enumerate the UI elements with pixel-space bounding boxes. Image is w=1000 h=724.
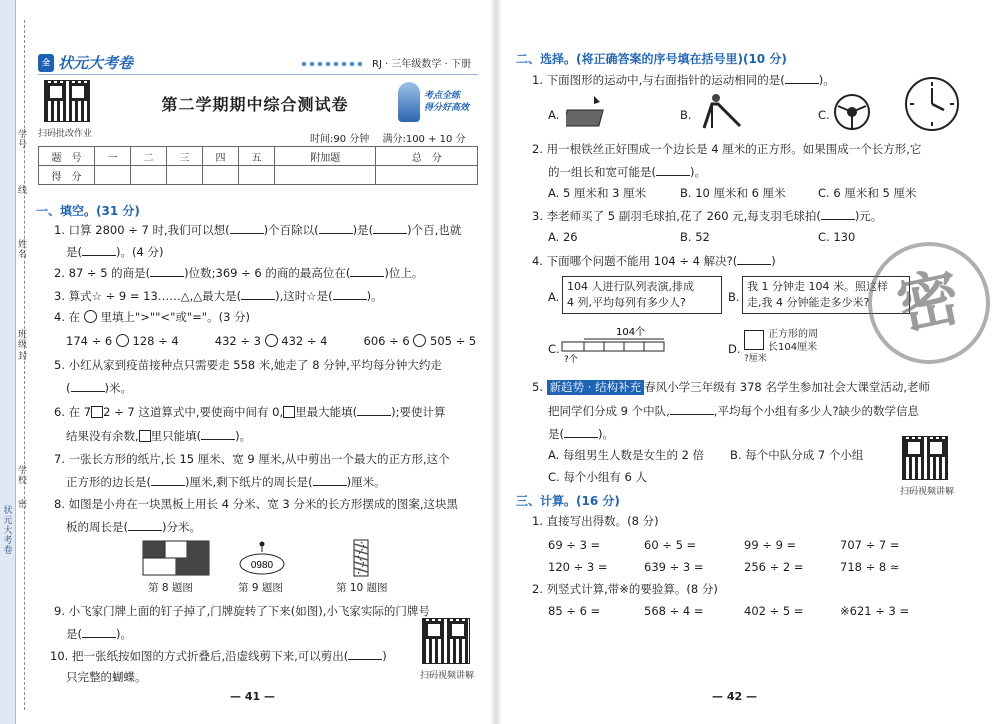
qr-caption-video: 扫码视频讲解 [900, 487, 955, 497]
choice-4 [532, 253, 776, 269]
text: 正方形的边长是( [66, 475, 151, 489]
calc-item: 402 ÷ 5 = [744, 604, 804, 618]
diagram-segment [604, 342, 624, 351]
answer-blank[interactable] [350, 265, 384, 277]
calc-item: 120 ÷ 3 = [548, 560, 608, 574]
choice-4-option-a-label: A. [548, 290, 560, 304]
slogan-line-1: 考点全练 [424, 91, 461, 101]
option-b-line-1: 我 1 分钟走 104 米。照这样 [747, 280, 888, 293]
score-table-header [39, 147, 478, 166]
text: )。 [818, 73, 835, 87]
choice-5-line-3 [548, 426, 614, 442]
text: 5. [532, 380, 547, 394]
text: 1. 口算 2800 ÷ 7 时,我们可以想( [54, 223, 230, 237]
answer-blank[interactable] [230, 222, 264, 234]
score-header-cell: 五 [239, 147, 275, 166]
figure-10-folded-paper [350, 538, 374, 578]
choice-1 [532, 72, 835, 88]
text: )个百除以( [263, 223, 319, 237]
answer-blank[interactable] [71, 380, 105, 392]
calc-2-title: 2. 列竖式计算,带※的要验算。(8 分) [532, 582, 718, 596]
strip-label-class: 班级 [18, 330, 28, 350]
text: ( [66, 381, 71, 395]
square-figure-icon [744, 330, 764, 350]
answer-blank[interactable] [319, 222, 353, 234]
text: )。 [690, 165, 706, 179]
trend-tag: 新趋势 · 结构补充 [547, 380, 644, 395]
compare-left: 606 ÷ 6 [363, 334, 410, 348]
calc-item: 85 ÷ 6 = [548, 604, 601, 618]
brand-badge-icon: 全 [38, 54, 54, 72]
calc-1-title: 1. 直接写出得数。(8 分) [532, 514, 659, 528]
dots-decoration-icon [300, 61, 362, 67]
answer-blank[interactable] [785, 72, 819, 84]
choice-2-line-2 [548, 164, 706, 180]
answer-blank[interactable] [373, 222, 407, 234]
choice-4-option-d-text[interactable] [768, 328, 818, 354]
question-3 [54, 288, 383, 304]
calc-item: 718 ÷ 8 ≈ [840, 560, 900, 574]
circle-blank-icon[interactable] [265, 334, 278, 347]
score-input-cell[interactable] [167, 166, 203, 185]
answer-blank[interactable] [821, 208, 855, 220]
text: )。 [235, 429, 252, 443]
text: 4. 在 [54, 310, 81, 324]
question-6-line-2 [66, 428, 251, 444]
question-7-line-1: 7. 一张长方形的纸片,长 15 厘米、宽 9 厘米,从中剪出一个最大的正方形,这个 [54, 452, 450, 466]
answer-blank[interactable] [150, 265, 184, 277]
calc-item: ※621 ÷ 3 = [840, 604, 910, 618]
text: 是( [548, 427, 564, 441]
text: 把同学们分成 9 个中队, [548, 404, 670, 418]
text: 结果没有余数, [66, 429, 139, 443]
brand-logo [38, 52, 188, 74]
question-5-line-1: 5. 小红从家到疫苗接种点只需要走 558 米,她走了 8 分钟,平均每分钟大约走 [54, 358, 442, 372]
choice-5-option-a[interactable]: A. 每组男生人数是女生的 2 倍 [548, 448, 705, 462]
question-6-line-1 [54, 404, 446, 420]
text: )元。 [854, 209, 883, 223]
choice-5-option-b[interactable]: B. 每个中队分成 7 个小组 [730, 448, 864, 462]
text: );要使计算 [391, 405, 446, 419]
figure-9-caption: 第 9 题图 [238, 582, 283, 594]
calc-item: 639 ÷ 3 = [644, 560, 704, 574]
option-d-line-2: 长104厘米 [768, 342, 818, 353]
question-1-line-1 [54, 222, 461, 238]
question-4-items [66, 334, 476, 349]
figure-10-caption: 第 10 题图 [336, 582, 388, 594]
score-row-label: 得 分 [39, 166, 95, 185]
option-b-line-2: 走,我 4 分钟能走多少米? [747, 296, 870, 309]
board-tile [165, 541, 187, 558]
calc-item: 707 ÷ 7 = [840, 538, 900, 552]
score-input-cell[interactable] [203, 166, 239, 185]
answer-blank[interactable] [656, 164, 690, 176]
qr-caption-grading: 扫码批改作业 [38, 129, 93, 139]
figure-8-caption: 第 8 题图 [148, 582, 193, 594]
header-rule [38, 74, 478, 75]
text: )位数;369 ÷ 6 的商的最高位在( [184, 266, 351, 280]
choice-1-option-b-label: B. [680, 108, 692, 122]
keyboard-icon [566, 110, 603, 126]
text: ),这时☆是( [275, 289, 333, 303]
question-10-line-1 [50, 648, 387, 664]
choice-5-line-1 [532, 380, 930, 395]
answer-blank[interactable] [313, 474, 347, 486]
score-input-cell[interactable] [275, 166, 376, 185]
choice-5-line-2 [548, 403, 919, 419]
diagram-segment [624, 342, 644, 351]
compare-right: 432 ÷ 4 [281, 334, 328, 348]
text: )厘米,剩下纸片的周长是( [185, 475, 313, 489]
score-header-cell: 一 [95, 147, 131, 166]
diagram-segment [644, 342, 664, 351]
strip-cut-feng: 封 [18, 352, 28, 362]
choice-3 [532, 208, 882, 224]
text: ,平均每个小组有多少人?缺少的数学信息 [713, 404, 920, 418]
strip-label-school: 学校 [18, 466, 28, 486]
text: 是( [66, 245, 82, 259]
choice-3-option-b[interactable]: B. 52 [680, 230, 710, 244]
slogan [424, 90, 484, 114]
question-5-line-2 [66, 380, 132, 396]
calc-item: 69 ÷ 3 = [548, 538, 601, 552]
answer-blank[interactable] [128, 519, 162, 531]
answer-blank[interactable] [241, 288, 275, 300]
exam-score: 满分:100 + 10 分 [382, 134, 466, 145]
score-table-row [39, 166, 478, 185]
text: )。 [116, 627, 132, 641]
page-number-left: — 41 — [230, 690, 275, 703]
square-blank-icon[interactable] [91, 406, 103, 418]
choice-4-option-b-label: B. [728, 290, 740, 304]
text: )分米。 [162, 520, 201, 534]
choice-4-option-d-label: D. [728, 342, 741, 356]
compare-right: 505 ÷ 5 [430, 334, 477, 348]
choice-1-option-a-label: A. [548, 108, 560, 122]
text: 是( [66, 627, 82, 641]
score-input-cell[interactable] [376, 166, 478, 185]
choice-4-option-c-diagram[interactable] [560, 324, 670, 364]
qr-code-icon[interactable] [902, 436, 948, 480]
choice-2-option-a[interactable]: A. 5 厘米和 3 厘米 [548, 186, 647, 200]
strip-cut-mi: 密 [18, 500, 28, 510]
strip-label-student-no: 学号 [18, 130, 28, 150]
answer-blank[interactable] [564, 426, 598, 438]
strip-label-name: 姓名 [18, 240, 28, 260]
text: 里只能填( [150, 429, 202, 443]
score-input-cell[interactable] [95, 166, 131, 185]
calc-item: 99 ÷ 9 = [744, 538, 797, 552]
diagram-segment [584, 342, 604, 351]
book-fold [490, 0, 502, 724]
score-header-cell: 题 号 [39, 147, 95, 166]
text: 4. 下面哪个问题不能用 104 ÷ 4 解决?( [532, 254, 738, 268]
score-header-cell: 四 [203, 147, 239, 166]
page-left [30, 0, 480, 724]
exam-title: 第二学期期中综合测试卷 [161, 95, 349, 114]
binding-strip [0, 0, 16, 724]
text: 里最大能填( [295, 405, 358, 419]
answer-blank[interactable] [82, 244, 116, 256]
series-label: RJ · 三年级数学 · 下册 [372, 59, 471, 70]
figure-8-blackboard [142, 540, 210, 576]
score-header-cell: 三 [167, 147, 203, 166]
choice-1-option-b-figure [698, 90, 746, 132]
square-blank-icon[interactable] [139, 430, 151, 442]
circle-blank-icon[interactable] [413, 334, 426, 347]
text: 里填上">""<"或"="。(3 分) [100, 310, 251, 324]
board-tile [143, 558, 176, 575]
qr-code-icon[interactable] [44, 80, 90, 122]
exam-meta [310, 130, 476, 145]
choice-3-option-a[interactable]: A. 26 [548, 230, 578, 244]
text: 的一组长和宽可能是( [548, 165, 656, 179]
clock-figure [904, 76, 960, 132]
option-d-line-1: 正方形的周 [768, 329, 818, 340]
question-4 [54, 310, 250, 325]
question-7-line-2 [66, 474, 386, 490]
choice-3-option-c[interactable]: C. 130 [818, 230, 856, 244]
choice-2-line-1: 2. 用一根铁丝正好围成一个边长是 4 厘米的正方形。如果围成一个长方形,它 [532, 142, 922, 156]
text: )厘米。 [346, 475, 386, 489]
compare-left: 174 ÷ 6 [66, 334, 113, 348]
section-3-title: 三、计算。(16 分) [516, 494, 620, 508]
choice-1-option-a-figure [566, 92, 612, 132]
text: 春风小学三年级有 378 名学生参加社会大课堂活动,老师 [644, 380, 931, 394]
text: 6. 在 7 [54, 405, 92, 419]
compare-right: 128 ÷ 4 [132, 334, 179, 348]
score-header-cell: 附加题 [275, 147, 376, 166]
nail-icon [260, 542, 265, 547]
page-number-right: — 42 — [712, 690, 757, 703]
text: ) [771, 254, 776, 268]
text: )是( [352, 223, 374, 237]
cut-line [24, 20, 25, 710]
answer-blank[interactable] [82, 626, 116, 638]
answer-blank[interactable] [737, 253, 771, 265]
board-tile [143, 541, 165, 558]
board-tile [187, 541, 209, 558]
text: )。(4 分) [116, 245, 164, 259]
child-icon [712, 94, 720, 102]
exam-time: 时间:90 分钟 [310, 134, 370, 145]
arrow-icon [594, 96, 600, 104]
text: 1. 下面图形的运动中,与右面指针的运动相同的是( [532, 73, 785, 87]
qr-caption-video: 扫码视频讲解 [420, 671, 475, 681]
section-2-title: 二、选择。(将正确答案的序号填在括号里)(10 分) [516, 52, 787, 66]
answer-blank[interactable] [357, 404, 391, 416]
answer-blank[interactable] [201, 428, 235, 440]
answer-blank[interactable] [670, 403, 714, 415]
score-input-cell[interactable] [131, 166, 167, 185]
answer-blank[interactable] [333, 288, 367, 300]
question-8-line-2 [66, 519, 201, 535]
text: 2. 87 ÷ 5 的商是( [54, 266, 151, 280]
text: )位上。 [384, 266, 424, 280]
text: )个百,也就 [407, 223, 462, 237]
option-a-line-1: 104 人进行队列表演,排成 [567, 280, 694, 293]
strip-brand: 状元大考卷 [3, 506, 13, 556]
question-2 [54, 265, 423, 281]
circle-blank-icon[interactable] [84, 310, 97, 323]
answer-blank[interactable] [348, 648, 382, 660]
compare-left: 432 ÷ 3 [214, 334, 261, 348]
choice-2-option-b[interactable]: B. 10 厘米和 6 厘米 [680, 186, 786, 200]
text: ) [382, 649, 387, 663]
option-d-unknown: ?厘米 [744, 354, 767, 364]
question-9-line-1: 9. 小飞家门牌上面的钉子掉了,门牌旋转了下来(如图),小飞家实际的门牌号 [54, 604, 430, 618]
choice-2-option-c[interactable]: C. 6 厘米和 5 厘米 [818, 186, 917, 200]
score-table [38, 146, 478, 185]
diagram-total-label: 104个 [616, 327, 646, 338]
section-1-title: 一、填空。(31 分) [36, 204, 140, 218]
calc-item: 256 ÷ 2 = [744, 560, 804, 574]
calc-item: 60 ÷ 5 = [644, 538, 697, 552]
confidential-stamp: 密 [857, 231, 1000, 376]
answer-blank[interactable] [151, 474, 185, 486]
question-1-line-2 [66, 244, 163, 260]
board-tile [176, 558, 209, 575]
choice-1-option-c-label: C. [818, 108, 830, 122]
brand-name: 状元大考卷 [58, 54, 134, 72]
qr-code-icon[interactable] [422, 618, 470, 664]
text: 3. 李老师买了 5 副羽毛球拍,花了 260 元,每支羽毛球拍( [532, 209, 821, 223]
text: )米。 [104, 381, 132, 395]
circle-blank-icon[interactable] [116, 334, 129, 347]
question-8-line-1: 8. 如图是小舟在一块黑板上用长 4 分米、宽 3 分米的长方形摆成的图案,这块黑 [54, 497, 459, 511]
text: 2 ÷ 7 这道算式中,要使商中间有 0, [103, 405, 284, 419]
score-header-cell: 二 [131, 147, 167, 166]
question-9-line-2 [66, 626, 132, 642]
score-input-cell[interactable] [239, 166, 275, 185]
option-a-line-2: 4 列,平均每列有多少人? [567, 296, 686, 309]
text: 10. 把一张纸按如图的方式折叠后,沿虚线剪下来,可以剪出( [50, 649, 349, 663]
strip-cut-xian: 线 [18, 186, 28, 196]
text: 板的周长是( [66, 520, 128, 534]
figure-9-doorplate [236, 540, 288, 576]
score-header-cell: 总 分 [376, 147, 478, 166]
doorplate-number: 0980 [250, 560, 274, 571]
text: )。 [366, 289, 383, 303]
calc-item: 568 ÷ 4 = [644, 604, 704, 618]
slogan-line-2: 得分好高效 [424, 103, 470, 113]
choice-5-option-c[interactable]: C. 每个小组有 6 人 [548, 470, 647, 484]
choice-4-option-c-label: C. [548, 342, 560, 356]
text: )。 [598, 427, 614, 441]
choice-1-option-c-figure [832, 92, 872, 132]
mascot-icon [398, 82, 420, 122]
question-10-line-2: 只完整的蝴蝶。 [66, 670, 147, 684]
diagram-unknown-label: ?个 [564, 355, 578, 364]
diagram-segment [562, 342, 584, 351]
text: 3. 算式☆ ÷ 9 = 13……△,△最大是( [54, 289, 242, 303]
square-blank-icon[interactable] [283, 406, 295, 418]
slide-icon [704, 104, 740, 128]
choice-4-option-a-box[interactable] [562, 276, 722, 314]
